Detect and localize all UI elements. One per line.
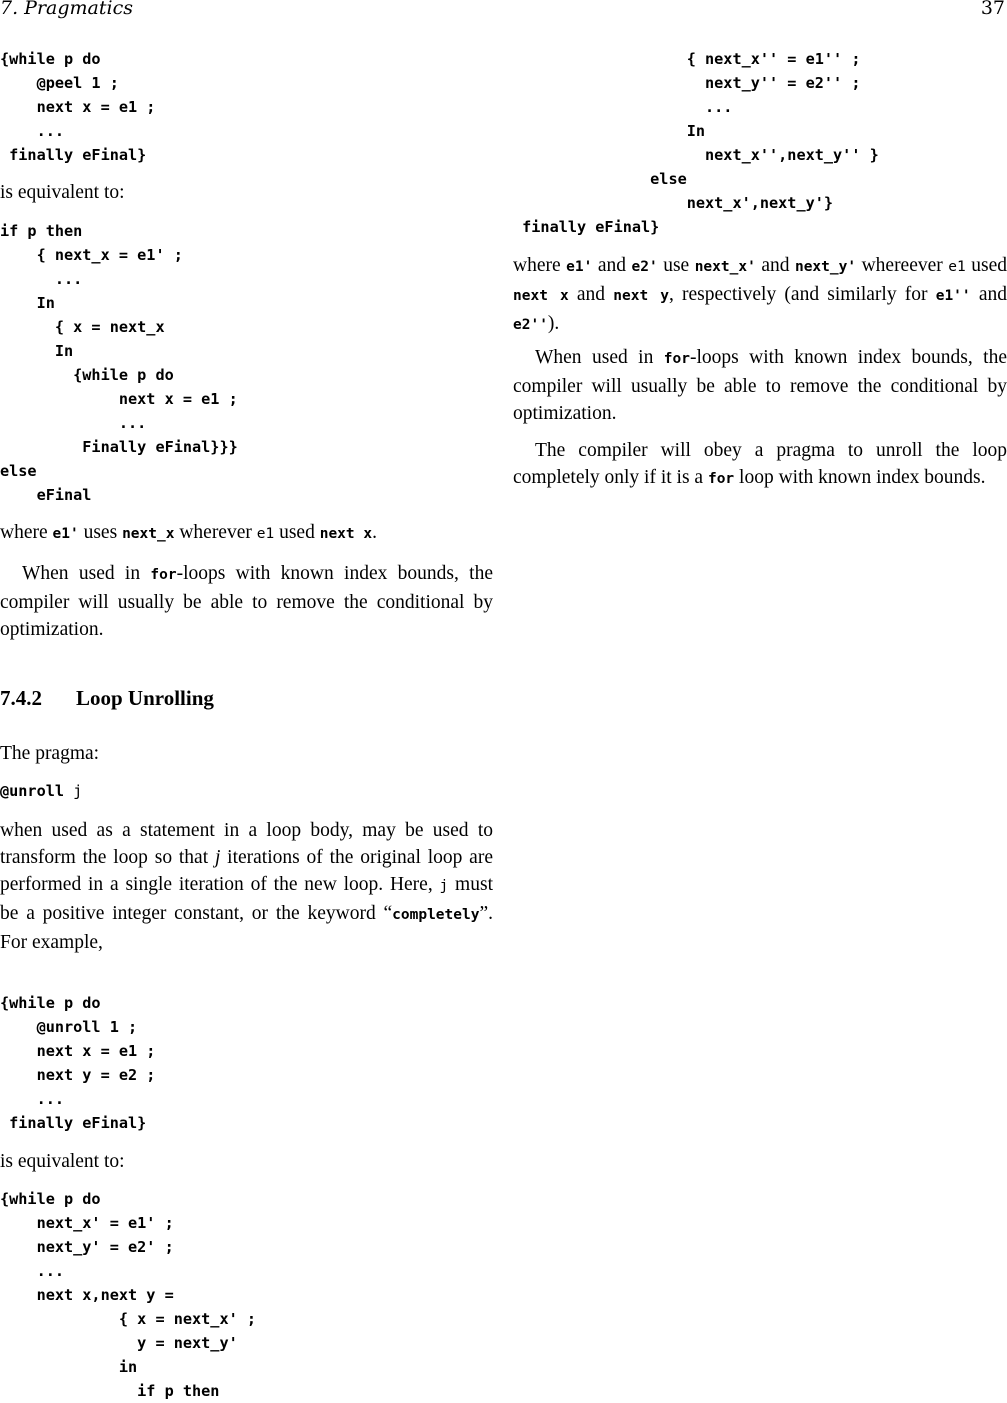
code-line: next y = e2 ; bbox=[0, 1066, 156, 1084]
code-line: next_x' = e1' ; bbox=[0, 1214, 174, 1232]
code-line: { next_x = e1' ; bbox=[0, 246, 183, 264]
code-line: ... bbox=[0, 1090, 65, 1108]
code-line: { x = next_x' ; bbox=[0, 1310, 257, 1328]
code-block-peel-expansion bbox=[0, 219, 238, 507]
code-line: in bbox=[0, 1358, 138, 1376]
where-clause-2: where e1' and e2' use next_x' and next_y' whereever e1 used next x and next y, respectively (and similarly for e1'' and e2''). bbox=[513, 255, 1007, 334]
code-line: {while p do bbox=[0, 50, 101, 68]
equivalence-label-2: is equivalent to: bbox=[0, 1151, 125, 1172]
code-line: next x,next y = bbox=[0, 1286, 174, 1304]
code-line: next x = e1 ; bbox=[0, 98, 156, 116]
code-line: In bbox=[0, 342, 74, 360]
code-line: Finally eFinal}}} bbox=[0, 438, 238, 456]
code-line: { next_x'' = e1'' ; bbox=[513, 50, 861, 68]
code-line: next_x',next_y'} bbox=[513, 194, 834, 212]
code-line: {while p do bbox=[0, 994, 101, 1012]
code-line: if p then bbox=[0, 222, 83, 240]
paragraph-for-loops-2: When used in for-loops with known index bounds, the compiler will usually be able to remove the conditional by optimization. bbox=[513, 347, 1007, 424]
pragma-intro: The pragma: bbox=[0, 743, 100, 764]
paragraph-for-loops: When used in for-loops with known index bounds, the compiler will usually be able to remove the conditional by optimization. bbox=[0, 563, 494, 640]
code-line: ... bbox=[0, 414, 147, 432]
section-heading: 7.4.2 Loop Unrolling bbox=[0, 686, 214, 710]
code-line: finally eFinal} bbox=[0, 146, 147, 164]
code-block-peel bbox=[0, 47, 155, 167]
code-block-unroll-expansion bbox=[0, 1187, 256, 1403]
code-line: finally eFinal} bbox=[513, 218, 660, 236]
code-block-unroll bbox=[0, 991, 155, 1135]
code-line: @peel 1 ; bbox=[0, 74, 119, 92]
code-line: In bbox=[0, 294, 55, 312]
code-line: next x = e1 ; bbox=[0, 1042, 156, 1060]
code-line: next_y' = e2' ; bbox=[0, 1238, 174, 1256]
pragma-unroll-code: @unroll j bbox=[0, 782, 83, 800]
code-line: {while p do bbox=[0, 1190, 101, 1208]
code-line: next x = e1 ; bbox=[0, 390, 238, 408]
code-line: next_x'',next_y'' } bbox=[513, 146, 879, 164]
code-line: y = next_y' bbox=[0, 1334, 238, 1352]
code-line: {while p do bbox=[0, 366, 174, 384]
where-clause-1: where e1' uses next_x wherever e1 used next x. bbox=[0, 522, 377, 543]
code-line: else bbox=[513, 170, 687, 188]
equivalence-label: is equivalent to: bbox=[0, 182, 125, 203]
paragraph-unroll-completely: The compiler will obey a pragma to unroll the loop completely only if it is a for loop with known index bounds. bbox=[513, 440, 1007, 488]
page-number: 37 bbox=[980, 0, 1005, 19]
code-line: eFinal bbox=[0, 486, 92, 504]
code-line: In bbox=[513, 122, 706, 140]
code-line: finally eFinal} bbox=[0, 1114, 147, 1132]
code-line: if p then bbox=[0, 1382, 220, 1400]
code-line: ... bbox=[0, 122, 65, 140]
code-line: next_y'' = e2'' ; bbox=[513, 74, 861, 92]
code-line: { x = next_x bbox=[0, 318, 165, 336]
code-line: ... bbox=[513, 98, 733, 116]
code-line: else bbox=[0, 462, 37, 480]
running-header-chapter: 7. Pragmatics bbox=[0, 0, 133, 19]
paragraph-unroll-description: when used as a statement in a loop body, may be used to transform the loop so that j iterations of the original loop are performed in a single iteration of the new loop. Here, j must be a positive integer constant, or the keyword “completely”. For example, bbox=[0, 820, 493, 953]
code-line: ... bbox=[0, 270, 83, 288]
code-line: ... bbox=[0, 1262, 65, 1280]
code-line: @unroll 1 ; bbox=[0, 1018, 138, 1036]
code-block-unroll-expansion-cont bbox=[513, 47, 879, 239]
